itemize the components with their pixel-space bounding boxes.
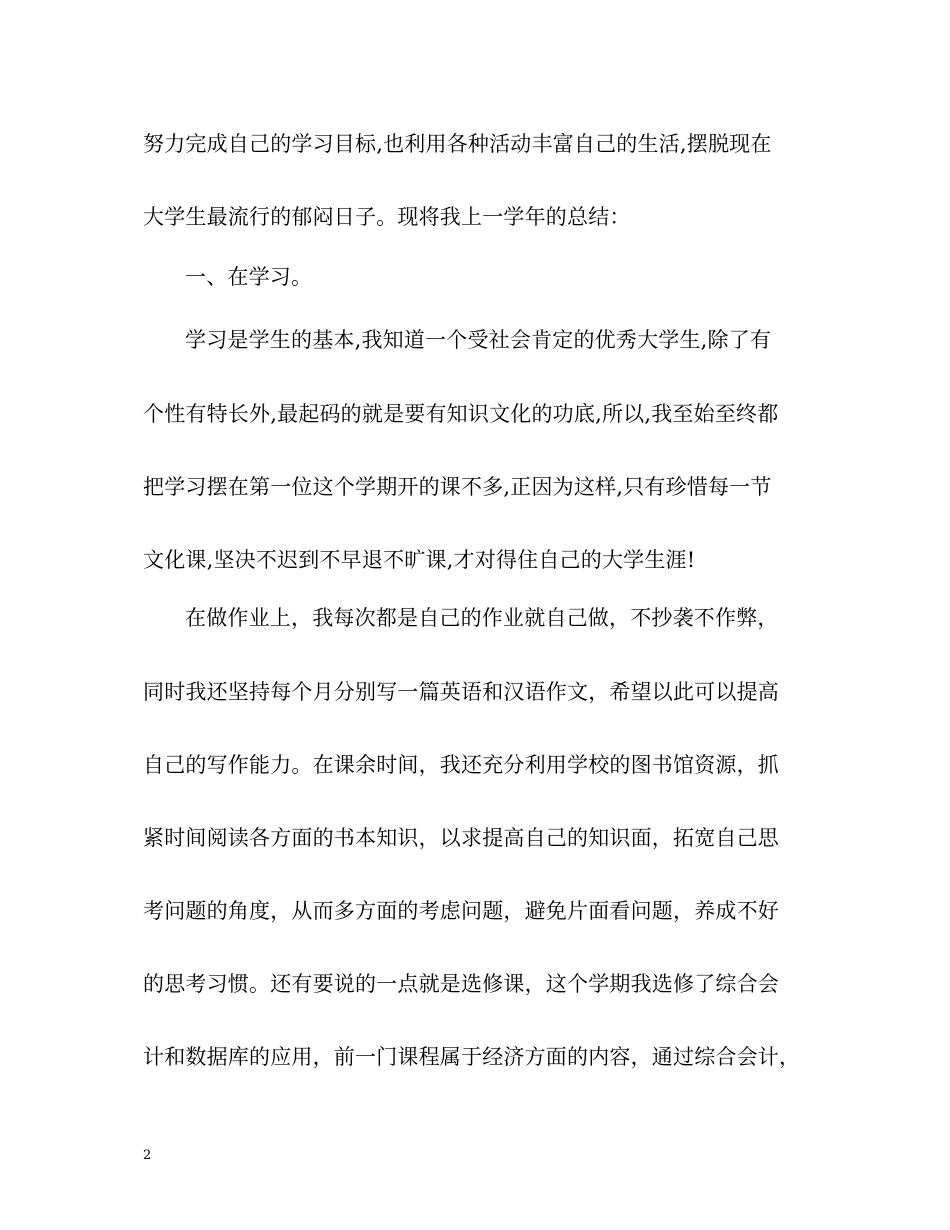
- text-line: 把学习摆在第一位这个学期开的课不多,正因为这样,只有珍惜每一节: [143, 475, 772, 499]
- text-line: 同时我还坚持每个月分别写一篇英语和汉语作文，希望以此可以提高: [143, 680, 779, 704]
- text-line: 在做作业上，我每次都是自己的作业就自己做，不抄袭不作弊，: [185, 606, 779, 630]
- page-number: 2: [143, 1148, 152, 1163]
- text-line: 大学生最流行的郁闷日子。现将我上一学年的总结：: [143, 205, 631, 229]
- text-line: 的思考习惯。还有要说的一点就是选修课，这个学期我选修了综合会: [143, 972, 779, 996]
- text-line: 自己的写作能力。在课余时间，我还充分利用学校的图书馆资源，抓: [143, 753, 779, 777]
- text-line: 紧时间阅读各方面的书本知识，以求提高自己的知识面，拓宽自己思: [143, 826, 779, 850]
- section-heading: 一、在学习。: [185, 265, 313, 289]
- text-line: 学习是学生的基本,我知道一个受社会肯定的优秀大学生,除了有: [185, 328, 772, 352]
- text-line: 个性有特长外,最起码的就是要有知识文化的功底,所以,我至始至终都: [143, 402, 779, 426]
- text-line: 文化课,坚决不迟到不早退不旷课,才对得住自己的大学生涯!: [143, 548, 696, 572]
- text-line: 努力完成自己的学习目标,也利用各种活动丰富自己的生活,摆脱现在: [143, 132, 772, 156]
- text-line: 考问题的角度，从而多方面的考虑问题，避免片面看问题，养成不好: [143, 899, 779, 923]
- text-line: 计和数据库的应用，前一门课程属于经济方面的内容，通过综合会计，: [143, 1045, 801, 1069]
